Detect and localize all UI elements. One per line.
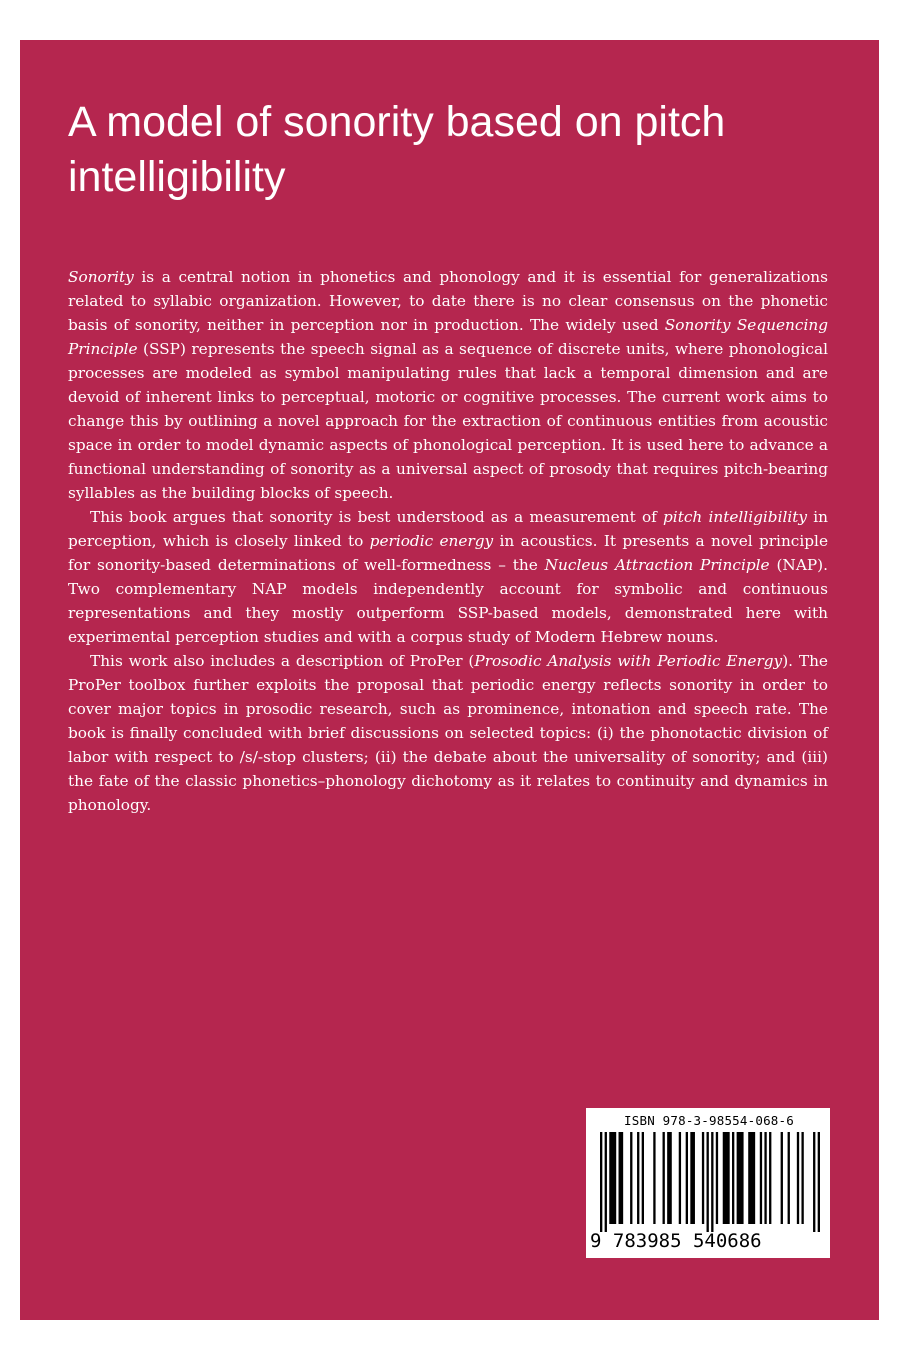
barcode-bar xyxy=(690,1132,695,1224)
blurb-paragraph-1 xyxy=(68,265,828,505)
text-run: ). The ProPer toolbox further exploits the proposal that periodic energy reflects sonority in order to cover major topics in prosodic research, such as prominence, intonation and speech rate. The book is finally concluded with brief discussions on selected topics: (i) the phonotactic division of labor with respect to /s/-stop clusters; (ii) the debate about the universality of sonority; and (iii) the fate of the classic phonetics–phonology dichotomy as it relates to continuity and dynamics in phonology. xyxy=(68,652,828,814)
barcode-bar xyxy=(769,1132,771,1224)
barcode-bar xyxy=(667,1132,672,1224)
italic-term: Nucleus Attraction Principle xyxy=(544,556,770,574)
barcode-bar xyxy=(707,1132,709,1232)
barcode-bar xyxy=(619,1132,624,1224)
barcode-bar xyxy=(716,1132,718,1224)
blurb-paragraph-3 xyxy=(68,649,828,817)
italic-term: Prosodic Analysis with Periodic Energy xyxy=(474,652,783,670)
barcode-bar xyxy=(642,1132,644,1224)
book-title: A model of sonority based on pitch intelligibility xyxy=(68,98,726,201)
text-run: is a central notion in phonetics and phonology and it is essential for generalizations related to syllabic organization. However, to date there is no clear consensus on the phonetic basis of sonority, neither in perception nor in production. The widely used xyxy=(68,268,828,334)
italic-term: pitch intelligibility xyxy=(663,508,808,526)
text-run: in perception, which is closely linked to xyxy=(68,508,828,550)
barcode-bar xyxy=(748,1132,755,1224)
text-run: (SSP) represents the speech signal as a sequence of discrete units, where phonological processes are modeled as symbol manipulating rules that lack a temporal dimension and are devoid of inherent links to perceptual, motoric or cognitive processes. The current work aims to change this by outlining a novel approach for the extraction of continuous entities from acoustic space in order to model dynamic aspects of phonological perception. It is used here to advance a functional understanding of sonority as a universal aspect of prosody that requires pitch-bearing syllables as the building blocks of speech. xyxy=(68,340,828,502)
barcode-bar xyxy=(781,1132,783,1224)
barcode-bars xyxy=(600,1132,820,1232)
italic-term: Sonority Sequencing Principle xyxy=(68,316,828,358)
isbn-barcode xyxy=(586,1108,830,1258)
barcode-bar xyxy=(702,1132,704,1224)
barcode-bar xyxy=(637,1132,639,1224)
barcode-digits: 9 783985 540686 xyxy=(590,1230,762,1252)
text-run: This book argues that sonority is best understood as a measurement of xyxy=(90,508,664,526)
barcode-bar xyxy=(723,1132,730,1224)
barcode-bar xyxy=(732,1132,734,1224)
italic-term: Sonority xyxy=(68,268,134,286)
text-run: (NAP). Two complementary NAP models independently account for symbolic and continuous representations and they mostly outperform SSP-based models, demonstrated here with experimental perception studies and with a corpus study of Modern Hebrew nouns. xyxy=(68,556,828,646)
barcode-bar xyxy=(609,1132,616,1224)
blurb-paragraph-2 xyxy=(68,505,828,649)
isbn-label: ISBN 978-3-98554-068-6 xyxy=(624,1113,794,1128)
barcode-bar xyxy=(818,1132,820,1232)
text-run: in acoustics. It presents a novel principle for sonority-based determinations of well-formedness – the xyxy=(68,532,829,574)
barcode-bar xyxy=(686,1132,688,1224)
barcode-bar xyxy=(737,1132,744,1224)
blurb xyxy=(68,265,828,817)
text-run: This work also includes a description of ProPer ( xyxy=(90,652,475,670)
barcode-bar xyxy=(797,1132,799,1224)
barcode-bar xyxy=(605,1132,607,1232)
barcode-bar xyxy=(813,1132,815,1232)
back-cover xyxy=(20,40,879,1320)
italic-term: periodic energy xyxy=(369,532,494,550)
barcode-bar xyxy=(679,1132,681,1224)
barcode-bar xyxy=(653,1132,655,1224)
barcode-bar xyxy=(801,1132,803,1224)
barcode-bar xyxy=(711,1132,713,1232)
barcode-bar xyxy=(764,1132,766,1224)
barcode-bar xyxy=(788,1132,790,1224)
barcode-bar xyxy=(630,1132,632,1224)
barcode-bar xyxy=(600,1132,602,1232)
barcode-bar xyxy=(760,1132,762,1224)
barcode-bar xyxy=(663,1132,665,1224)
